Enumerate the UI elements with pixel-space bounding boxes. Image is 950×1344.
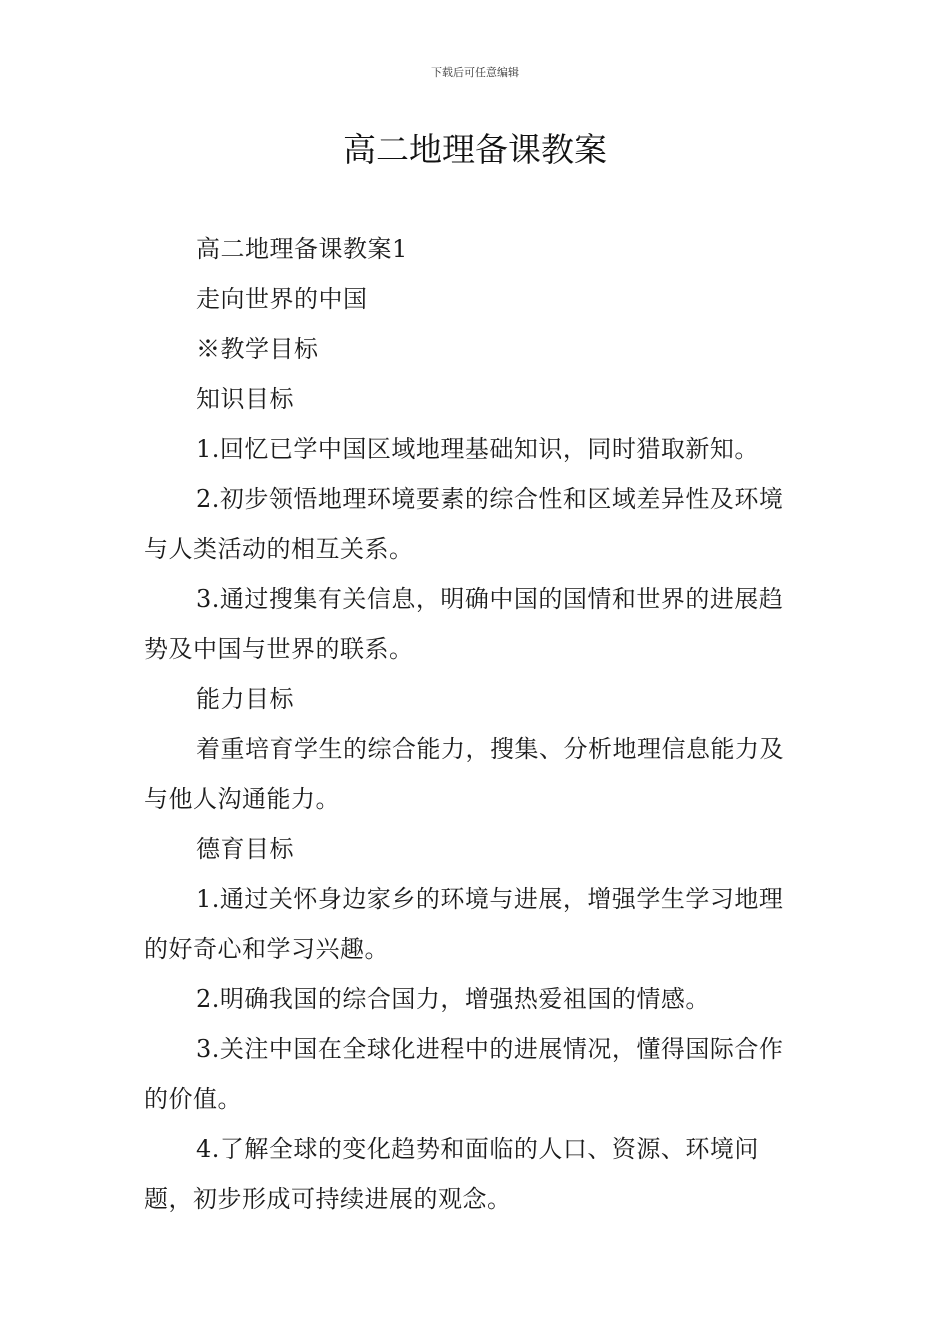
moral-goal-item: 4.了解全球的变化趋势和面临的人口、资源、环境问题，初步形成可持续进展的观念。	[144, 1135, 759, 1213]
teaching-goals-heading: ※教学目标	[196, 335, 319, 363]
ability-goal-text: 着重培育学生的综合能力，搜集、分析地理信息能力及与他人沟通能力。	[144, 735, 784, 813]
moral-goals-heading: 德育目标	[196, 835, 294, 863]
document-title: 高二地理备课教案	[343, 130, 607, 169]
knowledge-goal-item: 1.回忆已学中国区域地理基础知识，同时猎取新知。	[196, 435, 759, 463]
page-header-note: 下载后可任意编辑	[431, 66, 519, 79]
knowledge-goal-item: 3.通过搜集有关信息，明确中国的国情和世界的进展趋势及中国与世界的联系。	[144, 585, 784, 663]
moral-goal-item: 3.关注中国在全球化进程中的进展情况，懂得国际合作的价值。	[144, 1035, 784, 1113]
knowledge-goals-heading: 知识目标	[196, 385, 294, 413]
moral-goal-item: 2.明确我国的综合国力，增强热爱祖国的情感。	[196, 985, 710, 1013]
knowledge-goal-item: 2.初步领悟地理环境要素的综合性和区域差异性及环境与人类活动的相互关系。	[144, 485, 784, 563]
lesson-title: 走向世界的中国	[196, 285, 368, 313]
section-heading: 高二地理备课教案1	[196, 235, 408, 263]
ability-goals-heading: 能力目标	[196, 685, 294, 713]
moral-goal-item: 1.通过关怀身边家乡的环境与进展，增强学生学习地理的好奇心和学习兴趣。	[144, 885, 784, 963]
document-body	[144, 224, 806, 1224]
